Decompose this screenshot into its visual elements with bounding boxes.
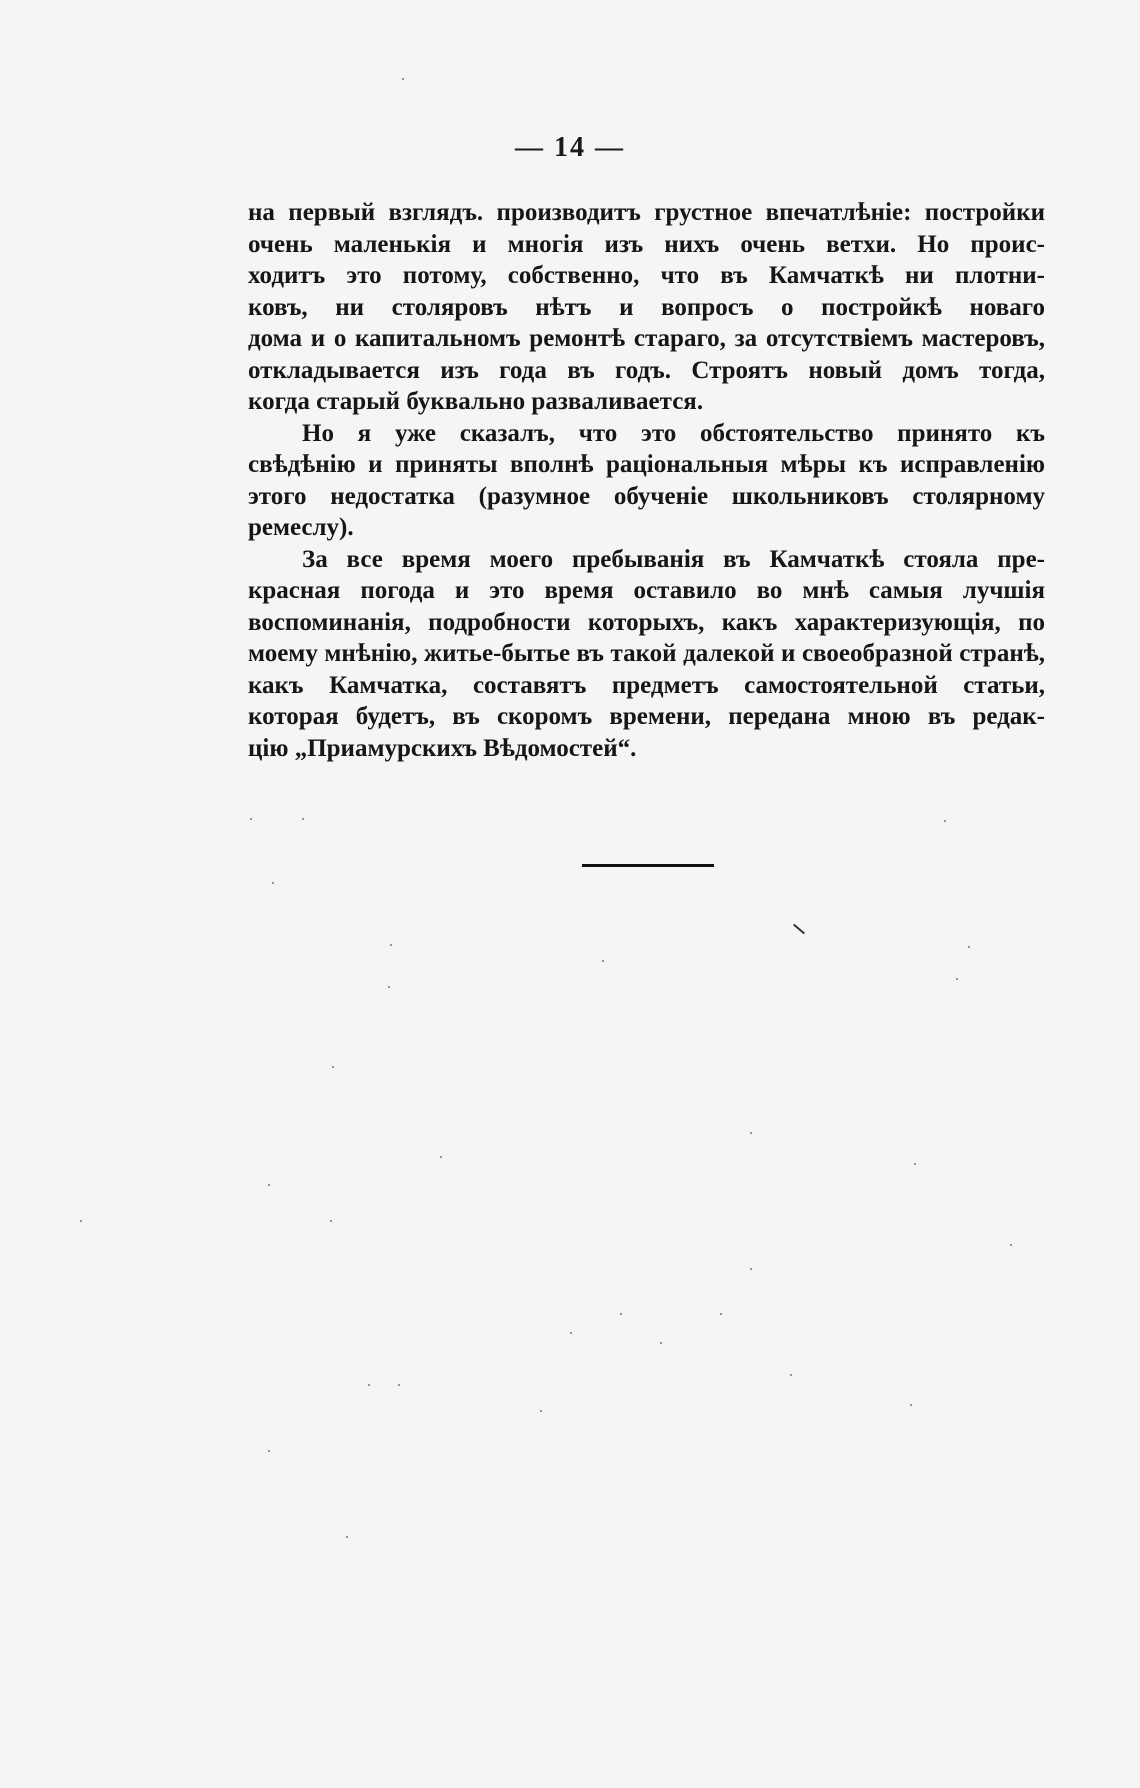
- scan-speck: [440, 1156, 442, 1158]
- text-line: красная погода и это время оставило во мнѣ самыя лучшія: [248, 577, 1045, 604]
- text-line: свѣдѣнію и приняты вполнѣ раціональныя мѣры къ исправленію: [248, 451, 1045, 478]
- text-line: очень маленькія и многія изъ нихъ очень ветхи. Но проис-: [248, 230, 1045, 258]
- scan-speck: [910, 1404, 912, 1406]
- scan-speck: [302, 818, 304, 820]
- text-line: которая будетъ, въ скоромъ времени, передана мною въ редак-: [248, 703, 1045, 730]
- text-line: воспоминанія, подробности которыхъ, какъ характеризующія, по: [248, 608, 1045, 636]
- text-line: какъ Камчатка, составятъ предметъ самостоятельной статьи,: [248, 671, 1045, 699]
- scan-speck: [750, 1268, 752, 1270]
- scan-speck: [272, 882, 274, 884]
- scan-speck: [330, 1220, 332, 1222]
- scan-speck: [620, 1313, 622, 1315]
- scan-speck: [80, 1220, 82, 1222]
- scan-speck: [914, 1163, 916, 1165]
- scan-speck: [388, 986, 390, 988]
- scan-speck: [268, 1450, 270, 1452]
- scan-speck: [944, 820, 946, 822]
- scan-speck: [398, 1384, 400, 1386]
- text-line: когда старый буквально разваливается.: [248, 388, 704, 415]
- scan-speck: [602, 960, 604, 962]
- scan-speck: [790, 1374, 792, 1376]
- text-line: За все время моего пребыванія въ Камчаткѣ стояла пре-: [302, 545, 1045, 573]
- scan-speck: [346, 1536, 348, 1538]
- scan-speck: [332, 1066, 334, 1068]
- scan-speck: [250, 818, 252, 820]
- scan-speck: [750, 1132, 752, 1134]
- text-line: ходитъ это потому, собственно, что въ Камчаткѣ ни плотни-: [248, 262, 1045, 289]
- scan-speck: [268, 1184, 270, 1186]
- text-line: дома и о капитальномъ ремонтѣ стараго, за отсутствіемъ мастеровъ,: [248, 325, 1045, 352]
- scan-speck: [968, 946, 970, 948]
- scan-mark: [793, 924, 805, 935]
- text-line: откладывается изъ года въ годъ. Строятъ новый домъ тогда,: [248, 356, 1045, 384]
- scan-speck: [368, 1384, 370, 1386]
- scan-speck: [570, 1332, 572, 1334]
- end-rule: [582, 864, 714, 867]
- text-line: ковъ, ни столяровъ нѣтъ и вопросъ о постройкѣ новаго: [248, 293, 1045, 321]
- scan-speck: [1010, 1244, 1012, 1246]
- text-line: Но я уже сказалъ, что это обстоятельство принято къ: [302, 419, 1045, 447]
- text-line: на первый взглядъ. производитъ грустное впечатлѣніе: постройки: [248, 199, 1045, 226]
- page-number: — 14 —: [515, 132, 625, 163]
- body-text: [248, 197, 1045, 764]
- scan-speck: [660, 1342, 662, 1344]
- text-line: ремеслу).: [248, 514, 354, 541]
- scan-speck: [956, 978, 958, 980]
- text-line: моему мнѣнію, житье-бытье въ такой далекой и своеобразной странѣ,: [248, 640, 1045, 667]
- scan-speck: [540, 1410, 542, 1412]
- text-line: этого недостатка (разумное обученіе школьниковъ столярному: [248, 482, 1045, 510]
- scan-speck: [390, 944, 392, 946]
- scan-speck: [720, 1313, 722, 1315]
- scan-speck: [402, 78, 404, 80]
- text-line: цію „Приамурскихъ Вѣдомостей“.: [248, 734, 637, 762]
